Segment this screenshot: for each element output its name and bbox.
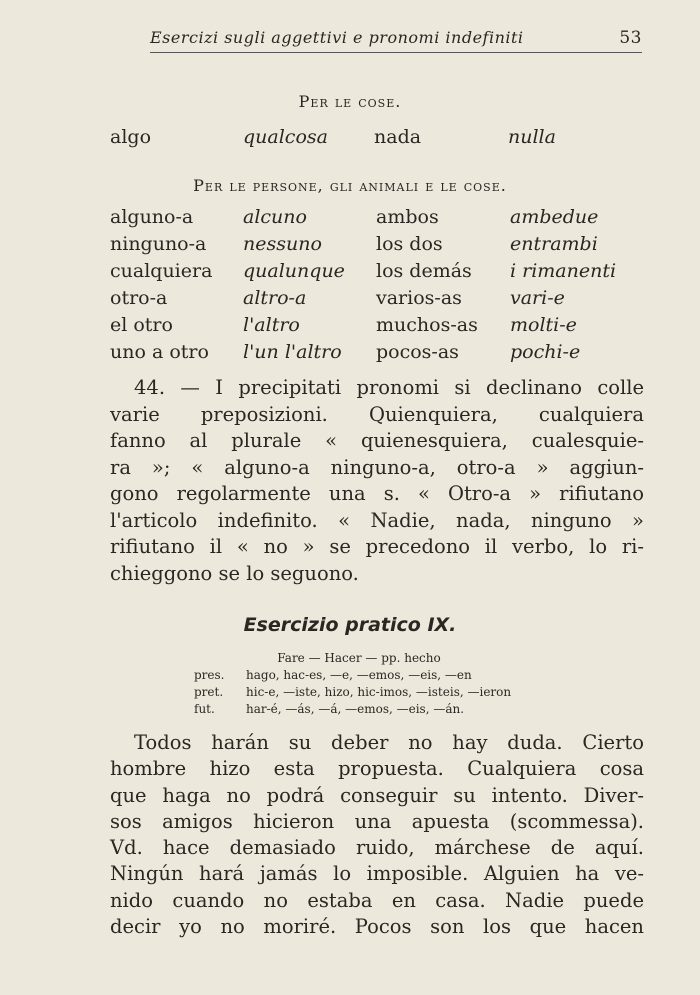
vocab-row: [110, 287, 650, 314]
italian-word: qualunque: [243, 260, 345, 282]
vocab-row: [110, 233, 650, 260]
vocab-row: [110, 341, 650, 368]
text-line: varie preposizioni. Quienquiera, cualquiera: [110, 402, 644, 426]
spanish-word: el otro: [110, 314, 173, 336]
italian-word: nessuno: [243, 233, 322, 255]
italian-word: ambedue: [510, 206, 599, 228]
italian-word: altro-a: [243, 287, 307, 309]
vocab-row: [110, 314, 650, 341]
section-title-things: Per le cose.: [298, 92, 402, 111]
tense-label: pres.: [194, 668, 225, 682]
section-title-persons: Per le persone, gli animali e le cose.: [193, 176, 507, 195]
italian-word: pochi-e: [510, 341, 581, 363]
italian-word: alcuno: [243, 206, 307, 228]
text-line: que haga no podrá conseguir su intento. Diver-: [110, 783, 644, 807]
text-line: sos amigos hicieron una apuesta (scommessa).: [110, 809, 644, 833]
spanish-word: varios-as: [376, 287, 462, 309]
text-line: hombre hizo esta propuesta. Cualquiera cosa: [110, 757, 644, 781]
text-line: fanno al plurale « quienesquiera, cualesquie-: [110, 429, 644, 452]
running-header: [150, 28, 642, 53]
spanish-word: muchos-as: [376, 314, 478, 336]
vocab-row: [110, 126, 650, 153]
text-line: l'articolo indefinito. « Nadie, nada, ninguno »: [110, 508, 644, 532]
italian-word: l'altro: [243, 314, 300, 336]
spanish-word: nada: [374, 126, 422, 148]
italian-word: nulla: [508, 126, 556, 148]
tense-forms: hago, hac-es, —e, —emos, —eis, —en: [246, 668, 472, 682]
italian-word: entrambi: [510, 233, 598, 255]
tense-label: pret.: [194, 685, 224, 699]
conjugation-row: [194, 667, 654, 684]
vocab-table-persons: [110, 206, 650, 368]
spanish-word: los demás: [376, 260, 472, 282]
italian-word: i rimanenti: [510, 260, 617, 282]
conjugation-table: [194, 650, 654, 718]
text-line: Vd. hace demasiado ruido, márchese de aquí.: [110, 836, 644, 860]
italian-word: vari-e: [510, 287, 565, 309]
text-line: chieggono se lo seguono.: [110, 561, 359, 585]
text-line: ra »; « alguno-a ninguno-a, otro-a » aggiun-: [110, 455, 644, 479]
page-number: 53: [619, 28, 642, 48]
text-line: Ningún hará jamás lo imposible. Alguien ha ve-: [110, 862, 644, 886]
header-title: Esercizi sugli aggettivi e pronomi indefiniti: [150, 28, 524, 47]
spanish-word: algo: [110, 126, 152, 148]
verb-heading: Fare — Hacer — pp. hecho: [277, 651, 441, 665]
exercise-text: [110, 730, 644, 940]
text-line: Todos harán su deber no hay duda. Cierto: [134, 731, 644, 754]
spanish-word: los dos: [376, 233, 443, 255]
spanish-word: cualquiera: [110, 260, 213, 282]
italian-word: molti-e: [510, 314, 577, 336]
conjugation-row: [194, 701, 654, 718]
text-line: nido cuando no estaba en casa. Nadie puede: [110, 888, 644, 912]
text-line: rifiutano il « no » se precedono il verbo, lo ri-: [110, 535, 644, 558]
tense-label: fut.: [194, 702, 215, 716]
spanish-word: otro-a: [110, 287, 168, 309]
conjugation-row: [194, 684, 654, 701]
italian-word: qualcosa: [243, 126, 328, 148]
tense-forms: hic-e, —iste, hizo, hic-imos, —isteis, —ieron: [246, 685, 512, 699]
text-line: 44. — I precipitati pronomi si declinano colle: [134, 376, 644, 399]
spanish-word: uno a otro: [110, 341, 209, 363]
text-line: decir yo no moriré. Pocos son los que hacen: [110, 915, 644, 939]
vocab-row: [110, 206, 650, 233]
tense-forms: har-é, —ás, —á, —emos, —eis, —án.: [246, 702, 465, 716]
vocab-table-things: [110, 126, 650, 153]
text-line: gono regolarmente una s. « Otro-a » rifiutano: [110, 482, 644, 505]
exercise-title: Esercizio pratico IX.: [243, 614, 457, 636]
italian-word: l'un l'altro: [243, 341, 342, 363]
spanish-word: pocos-as: [376, 341, 459, 363]
vocab-row: [110, 260, 650, 287]
spanish-word: ninguno-a: [110, 233, 207, 255]
paragraph-44: [110, 375, 644, 587]
spanish-word: alguno-a: [110, 206, 194, 228]
spanish-word: ambos: [376, 206, 439, 228]
